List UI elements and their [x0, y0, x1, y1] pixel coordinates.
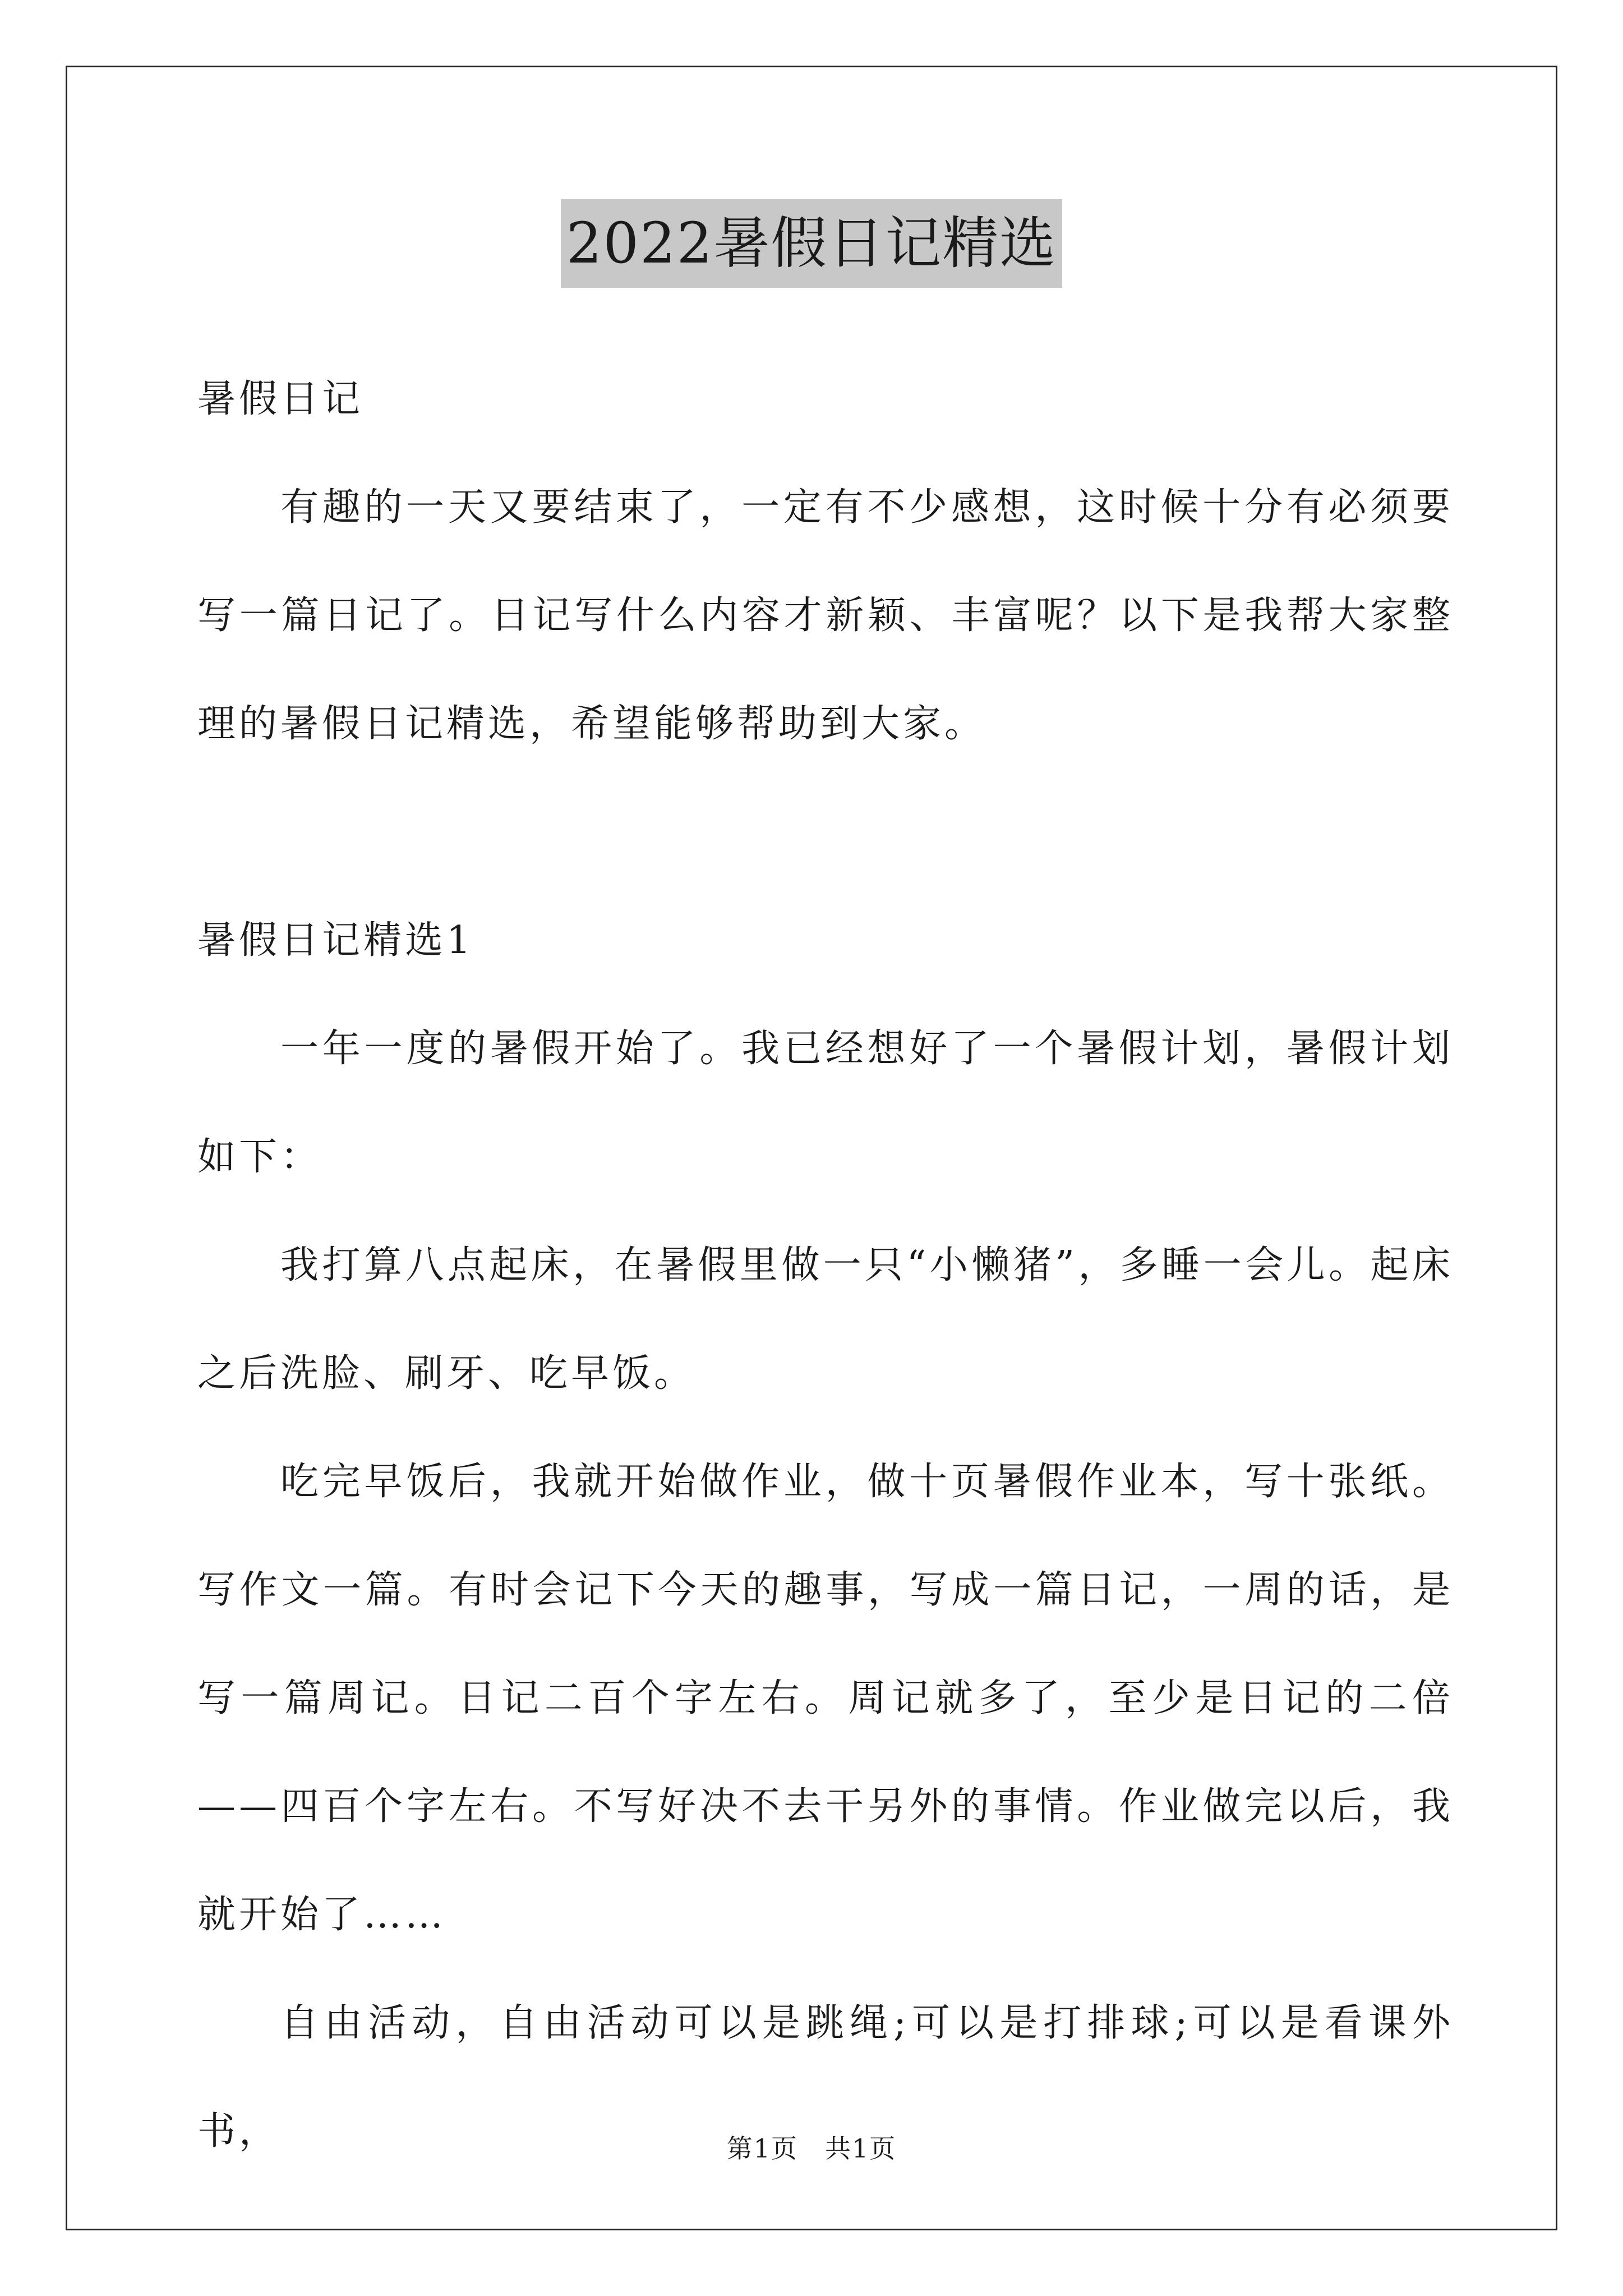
section1-paragraph-4: 自由活动，自由活动可以是跳绳;可以是打排球;可以是看课外书，	[197, 2001, 1454, 2154]
title-container	[0, 199, 1623, 288]
intro-heading: 暑假日记	[197, 377, 364, 421]
section1-paragraph-2: 我打算八点起床，在暑假里做一只“小懒猪”，多睡一会儿。起床之后洗脸、刷牙、吃早饭。	[197, 1243, 1454, 1396]
page-number: 第1页	[726, 2133, 798, 2164]
intro-paragraph: 有趣的一天又要结束了，一定有不少感想，这时候十分有必须要写一篇日记了。日记写什么内容才新颖、丰富呢？以下是我帮大家整理的暑假日记精选，希望能够帮助到大家。	[197, 485, 1454, 746]
section1-paragraph-1: 一年一度的暑假开始了。我已经想好了一个暑假计划，暑假计划如下：	[197, 1027, 1454, 1179]
document-title: 2022暑假日记精选	[561, 199, 1063, 288]
page-total: 共1页	[825, 2133, 897, 2164]
section1-paragraph-3: 吃完早饭后，我就开始做作业，做十页暑假作业本，写十张纸。写作文一篇。有时会记下今天的趣事，写成一篇日记，一周的话，是写一篇周记。日记二百个字左右。周记就多了，至少是日记的二倍——四百个字左右。不写好决不去干另外的事情。作业做完以后，我就开始了……	[197, 1460, 1454, 1937]
document-body	[197, 345, 1454, 2185]
page-footer	[0, 2132, 1623, 2165]
section-spacer	[197, 778, 1454, 886]
section1-heading: 暑假日记精选1	[197, 918, 474, 963]
